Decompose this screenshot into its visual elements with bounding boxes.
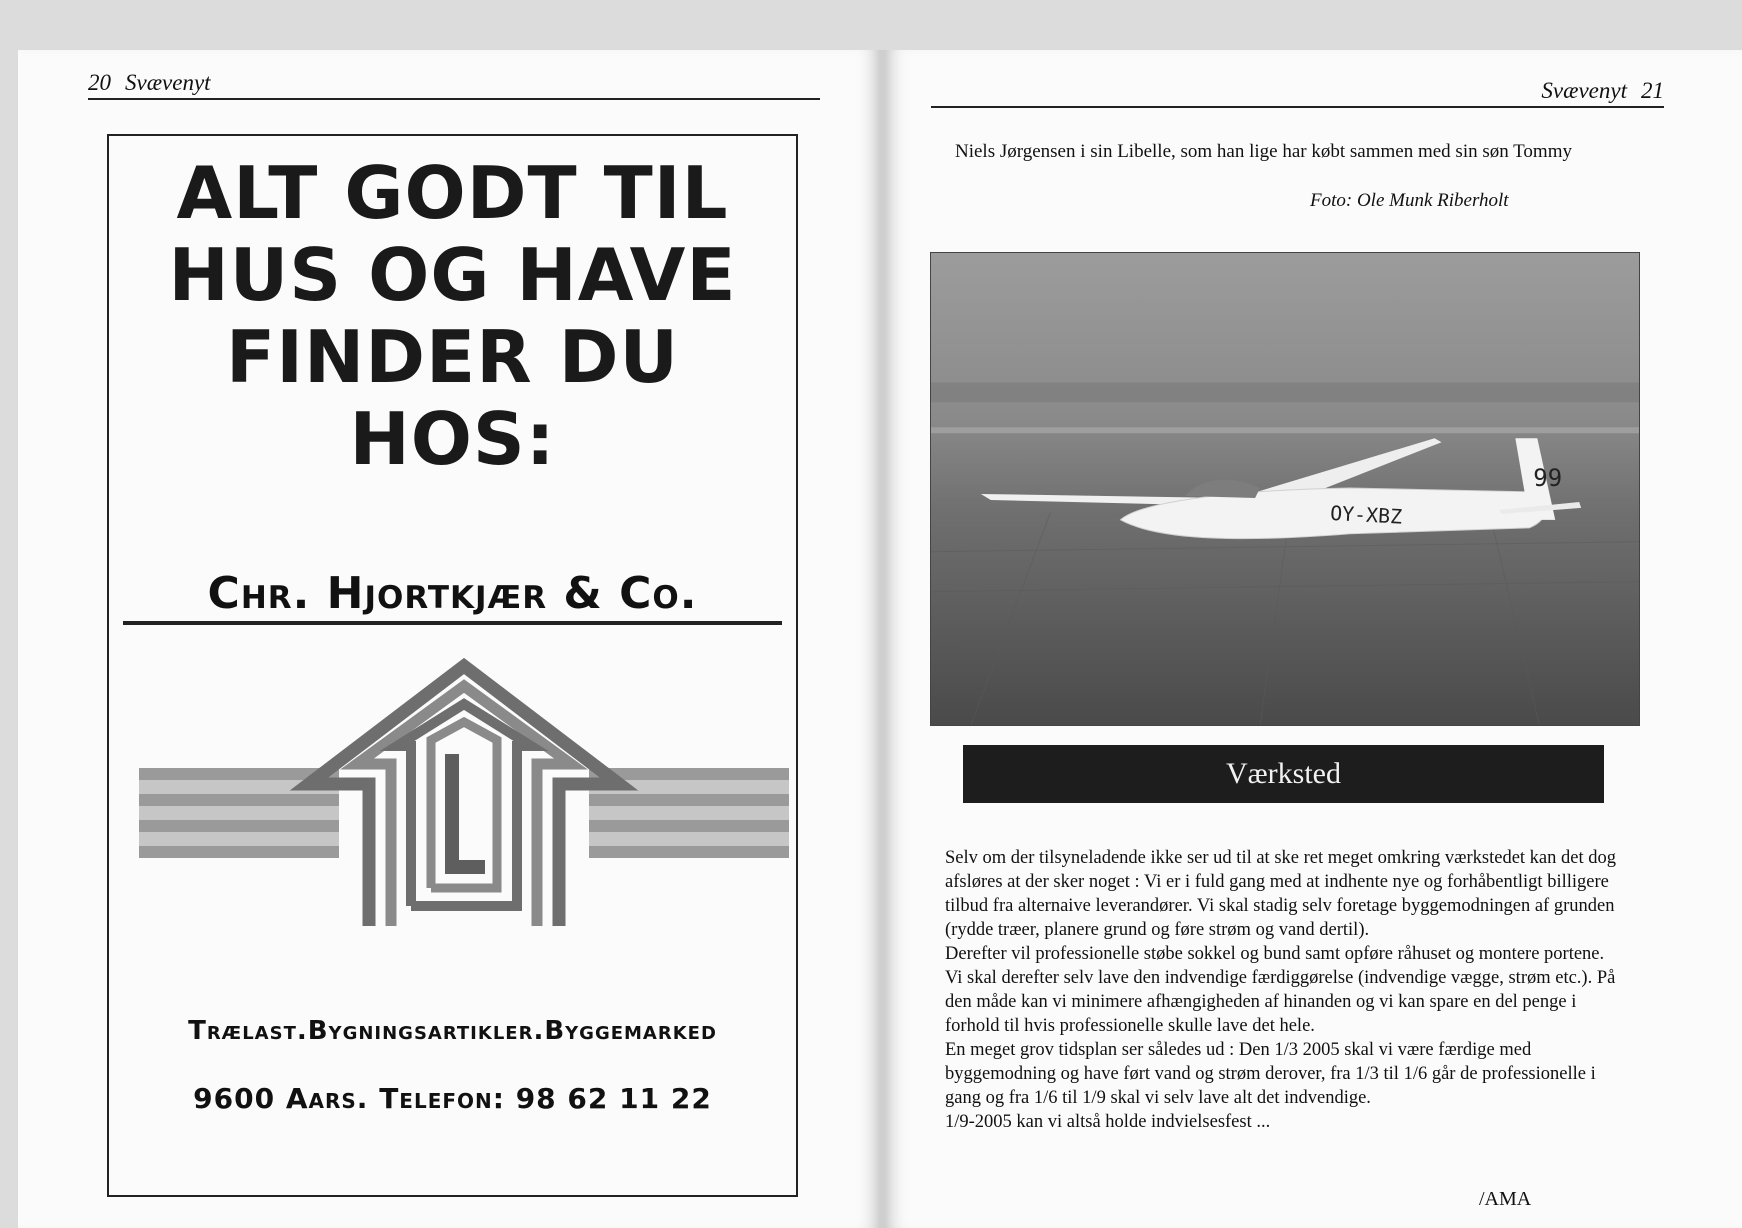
left-page (18, 50, 880, 1228)
ad-headline-line: HUS OG HAVE (168, 233, 737, 317)
article-body (945, 846, 1625, 1134)
article-signature: /AMA (1479, 1188, 1532, 1210)
article-paragraph: En meget grov tidsplan ser således ud : Den 1/3 2005 skal vi være færdige med byggemodning og have ført vand og strøm derover, fra 1/3 til 1/6 går de professionelle i gang og fra 1/6 til 1/9 skal vi selv lave alt det indvendige. (945, 1040, 1596, 1108)
magazine-title-left: Svævenyt (125, 70, 211, 95)
article-paragraph: Derefter vil professionelle støbe sokkel og bund samt opføre råhuset og montere portene. Vi skal derefter selv lave den indvendige færdiggørelse (indvendige vægge, strøm etc.). På den måde kan vi minimere afhængigheden af hinanden og vi kan spare en del penge i forhold til hvis professionelle skulle lave det hele. (945, 944, 1616, 1036)
section-title: Værksted (1226, 757, 1341, 790)
page-number-left: 20 (88, 70, 111, 95)
running-head-right (931, 78, 1664, 108)
article-paragraph: 1/9-2005 kan vi altså holde indvielsesfest ... (945, 1112, 1271, 1132)
ad-headline-line: FINDER DU (226, 315, 679, 399)
ad-headline-line: ALT GODT TIL (176, 151, 729, 235)
advertisement (107, 134, 798, 1197)
page-number-right: 21 (1641, 78, 1664, 103)
ad-headline (109, 152, 796, 480)
article-paragraph: Selv om der tilsyneladende ikke ser ud til at ske ret meget omkring værkstedet kan det dog afsløres at der sker noget : Vi er i fuld gang med at indhente nye og forhåbentligt billigere tilbud fra alternaive leverandører. Vi skal stadig selv foretage byggemodningen af grunden (rydde træer, planere grund og føre strøm og vand dertil). (945, 848, 1616, 940)
running-head-left (88, 70, 820, 100)
magazine-title-right: Svævenyt (1541, 78, 1627, 103)
ad-headline-line: HOS: (349, 397, 556, 481)
photo-credit: Foto: Ole Munk Riberholt (1310, 190, 1509, 211)
glider-tail-number: 99 (1533, 464, 1563, 493)
ad-products: Trælast.Bygningsartikler.Byggemarked (188, 1016, 717, 1046)
glider-photo (930, 252, 1640, 726)
right-page (885, 50, 1742, 1228)
photo-caption: Niels Jørgensen i sin Libelle, som han lige har købt sammen med sin søn Tommy (955, 141, 1572, 162)
section-title-banner (963, 745, 1604, 803)
house-arrow-logo-icon (139, 656, 789, 926)
glider-registration: OY-XBZ (1329, 501, 1403, 529)
ad-address-phone: 9600 Aars. Telefon: 98 62 11 22 (193, 1082, 712, 1115)
ad-company-name: Chr. Hjortkjær & Co. (123, 568, 782, 625)
